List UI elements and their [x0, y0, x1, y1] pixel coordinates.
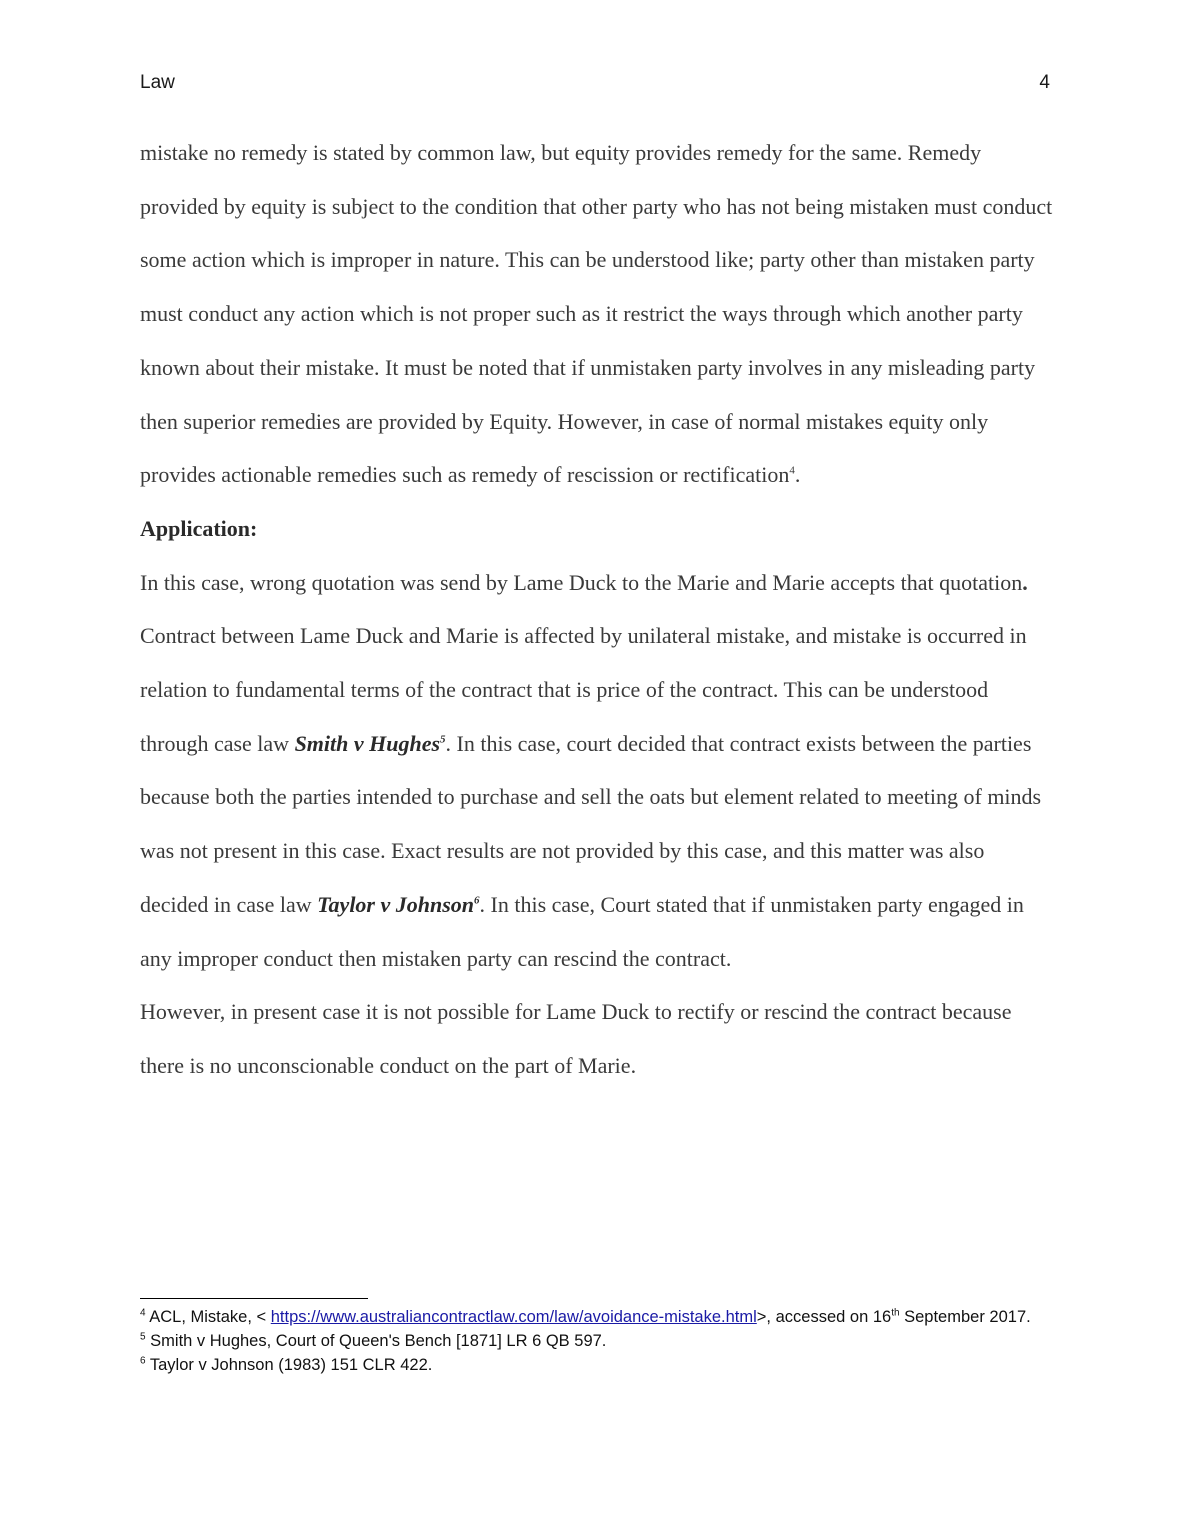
running-header-title: Law	[140, 72, 175, 93]
body-text	[140, 126, 1055, 1093]
paragraph-text-c: Contract between Lame Duck and Marie is affected by unilateral mistake, and mistake is occurred in relation to fundamental terms of the contract that is price of the contract. This can be understood through case law	[140, 623, 1027, 756]
footnote-ref-5[interactable]: 5	[440, 733, 446, 746]
footnote-4	[140, 1305, 1055, 1329]
paragraph-text-d: . In this case, court decided that contract exists between the parties because both the parties intended to purchase and sell the oats but element related to meeting of minds was not present in this case. Exact results are not provided by this case, and this matter was also decided in case law	[140, 730, 1042, 917]
page-number: 4	[1039, 72, 1050, 93]
footnote-ref-6[interactable]: 6	[474, 894, 480, 907]
footnote-prefix: ACL, Mistake, <	[145, 1308, 271, 1326]
paragraph-text: mistake no remedy is stated by common law, but equity provides remedy for the same. Remedy provided by equity is subject to the condition that other party who has not being mistaken must conduct some action which is improper in nature. This can be understood like; party other than mistaken party must conduct any action which is not proper such as it restrict the ways through which another party known about their mistake. It must be noted that if unmistaken party involves in any misleading party then superior remedies are provided by Equity. However, in case of normal mistakes equity only provides actionable remedies such as remedy of rescission or rectification	[140, 140, 1053, 488]
footnote-suffix: >, accessed on 16	[756, 1308, 892, 1326]
paragraph-conclusion: However, in present case it is not possible for Lame Duck to rectify or rescind the contract because there is no unconscionable conduct on the part of Marie.	[140, 999, 1012, 1078]
case-name-smith-v-hughes: Smith v Hughes	[294, 730, 441, 756]
footnotes	[140, 1298, 1055, 1377]
section-heading-application: Application:	[140, 515, 258, 541]
footnote-text: Smith v Hughes, Court of Queen's Bench [1871] LR 6 QB 597.	[145, 1332, 607, 1350]
paragraph-text-e: . In this case, Court stated that if unmistaken party engaged in any improper conduct then mistaken party can rescind the contract.	[140, 891, 1024, 971]
paragraph-end: .	[794, 462, 801, 488]
bold-period: .	[1022, 569, 1028, 595]
footnote-number: 4	[140, 1307, 146, 1319]
footnote-text: Taylor v Johnson (1983) 151 CLR 422.	[145, 1356, 433, 1374]
footnote-link[interactable]: https://www.australiancontractlaw.com/law/avoidance-mistake.html	[270, 1308, 757, 1326]
case-name-taylor-v-johnson: Taylor v Johnson	[317, 891, 475, 917]
footnote-ref-4[interactable]: 4	[789, 464, 795, 477]
footnote-number: 5	[140, 1331, 146, 1343]
footnote-ordinal: th	[891, 1307, 900, 1319]
footnote-separator	[140, 1298, 368, 1299]
paragraph-text-a: In this case, wrong quotation was send by Lame Duck to the Marie and Marie accepts that quotation	[140, 569, 1023, 595]
paragraph-mistake-remedies	[140, 126, 1055, 502]
footnote-tail: September 2017.	[899, 1308, 1031, 1326]
footnote-number: 6	[140, 1355, 146, 1367]
paragraph-application	[140, 556, 1055, 986]
footnote-5	[140, 1329, 1055, 1353]
footnote-6	[140, 1353, 1055, 1377]
